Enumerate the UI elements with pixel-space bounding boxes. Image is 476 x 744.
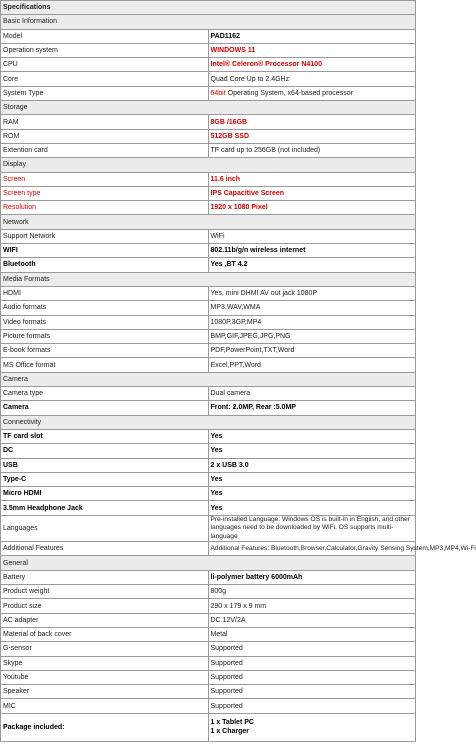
spec-value: DC 12V/2A xyxy=(208,613,416,627)
spec-label: Support Network xyxy=(1,229,209,243)
spec-value: Excel,PPT,Word xyxy=(208,358,416,372)
spec-label: Video formats xyxy=(1,315,209,329)
spec-label: ROM xyxy=(1,129,209,143)
spec-value: 800g xyxy=(208,585,416,599)
spec-value: 1920 x 1080 Pixel xyxy=(208,201,416,215)
spec-value: 2 x USB 3.0 xyxy=(208,458,416,472)
spec-value: Quad Core Up to 2.4GHz xyxy=(208,72,416,86)
spec-label: Audio formats xyxy=(1,301,209,315)
spec-label: G-sensor xyxy=(1,642,209,656)
table-header-row xyxy=(1,1,416,15)
table-row xyxy=(1,301,416,315)
table-row xyxy=(1,143,416,157)
spec-label: Picture formats xyxy=(1,329,209,343)
spec-value: IPS Capacitive Screen xyxy=(208,186,416,200)
table-row xyxy=(1,570,416,584)
spec-value: BMP,GIF,JPEG,JPG,PNG xyxy=(208,329,416,343)
spec-label: HDMI xyxy=(1,286,209,300)
spec-value: Yes xyxy=(208,472,416,486)
table-row xyxy=(1,129,416,143)
spec-label: Model xyxy=(1,29,209,43)
spec-label: Material of back cover xyxy=(1,627,209,641)
spec-value: Front: 2.0MP, Rear :5.0MP xyxy=(208,401,416,415)
table-row xyxy=(1,58,416,72)
spec-label: Micro HDMI xyxy=(1,487,209,501)
table-row xyxy=(1,487,416,501)
spec-label: Type-C xyxy=(1,472,209,486)
spec-label: TF card slot xyxy=(1,429,209,443)
table-row xyxy=(1,86,416,100)
spec-label: Camera type xyxy=(1,387,209,401)
section-network: Network xyxy=(1,215,416,229)
table-row xyxy=(1,642,416,656)
table-row xyxy=(1,515,416,542)
section-camera: Camera xyxy=(1,372,416,386)
section-media-formats: Media Formats xyxy=(1,272,416,286)
spec-label: E-book formats xyxy=(1,344,209,358)
table-row xyxy=(1,627,416,641)
spec-label: Resolution xyxy=(1,201,209,215)
table-row xyxy=(1,713,416,741)
table-row xyxy=(1,29,416,43)
spec-value: Intel® Celeron® Processor N4100 xyxy=(208,58,416,72)
spec-value: Additional Features: Bluetooth,Browser,Calculator,Gravity Sensing System,MP3,MP4,Wi-Fi xyxy=(208,542,416,556)
spec-label: Additional Features xyxy=(1,542,209,556)
spec-label: Speaker xyxy=(1,685,209,699)
spec-value: Dual camera xyxy=(208,387,416,401)
spec-value: Supported xyxy=(208,699,416,713)
spec-label: Bluetooth xyxy=(1,258,209,272)
spec-label: Product weight xyxy=(1,585,209,599)
section-connectivity: Connectivity xyxy=(1,415,416,429)
spec-value: TF card up to 256GB (not included) xyxy=(208,143,416,157)
spec-value: 11.6 inch xyxy=(208,172,416,186)
table-row xyxy=(1,43,416,57)
spec-value: 290 x 179 x 9 mm xyxy=(208,599,416,613)
table-row xyxy=(1,444,416,458)
table-row xyxy=(1,344,416,358)
table-row xyxy=(1,429,416,443)
spec-value: 512GB SSD xyxy=(208,129,416,143)
table-row xyxy=(1,172,416,186)
spec-value: 1080P,3GP,MP4 xyxy=(208,315,416,329)
section-basic-information: Basic Information xyxy=(1,15,416,29)
spec-value xyxy=(208,86,416,100)
table-row xyxy=(1,258,416,272)
spec-label: MS Office format xyxy=(1,358,209,372)
spec-label: Extention card xyxy=(1,143,209,157)
section-display: Display xyxy=(1,158,416,172)
table-row xyxy=(1,656,416,670)
section-row xyxy=(1,215,416,229)
spec-label: Youtube xyxy=(1,670,209,684)
spec-value: Supported xyxy=(208,685,416,699)
section-row xyxy=(1,101,416,115)
spec-label: DC xyxy=(1,444,209,458)
table-row xyxy=(1,72,416,86)
spec-label: CPU xyxy=(1,58,209,72)
spec-label: RAM xyxy=(1,115,209,129)
spec-value-rest: Operating System, x64-based processor xyxy=(225,89,353,97)
table-row xyxy=(1,244,416,258)
spec-value-accent: 64bit xyxy=(210,89,226,97)
spec-value: WINDOWS 11 xyxy=(208,43,416,57)
section-general: General xyxy=(1,556,416,570)
spec-label: Package included: xyxy=(1,713,209,741)
spec-value: li-polymer battery 6000mAh xyxy=(208,570,416,584)
spec-value: Metal xyxy=(208,627,416,641)
spec-value: MP3,WAV,WMA xyxy=(208,301,416,315)
table-row xyxy=(1,670,416,684)
section-row xyxy=(1,158,416,172)
table-row xyxy=(1,229,416,243)
table-row xyxy=(1,613,416,627)
spec-value: Supported xyxy=(208,670,416,684)
table-row xyxy=(1,585,416,599)
spec-label: USB xyxy=(1,458,209,472)
table-row xyxy=(1,201,416,215)
spec-value: Pre-installed Language: Windows OS is built-in in English, and other languages need to be downloaded by WiFi. OS supports multi-language xyxy=(208,515,416,542)
table-row xyxy=(1,358,416,372)
spec-value: PDF,PowerPoint,TXT,Word xyxy=(208,344,416,358)
spec-label: Product size xyxy=(1,599,209,613)
spec-label: AC adapter xyxy=(1,613,209,627)
table-row xyxy=(1,387,416,401)
spec-label: WIFI xyxy=(1,244,209,258)
table-row xyxy=(1,115,416,129)
spec-value: 802.11b/g/n wireless internet xyxy=(208,244,416,258)
spec-label: Languages xyxy=(1,515,209,542)
package-item: 1 x Charger xyxy=(210,728,250,736)
spec-label: Screen xyxy=(1,172,209,186)
spec-label: Screen type xyxy=(1,186,209,200)
spec-value: Yes xyxy=(208,501,416,515)
spec-label: Battery xyxy=(1,570,209,584)
table-title: Specifications xyxy=(1,1,416,15)
table-row xyxy=(1,458,416,472)
spec-label: Camera xyxy=(1,401,209,415)
table-row xyxy=(1,542,416,556)
table-row xyxy=(1,329,416,343)
section-row xyxy=(1,415,416,429)
table-row xyxy=(1,685,416,699)
table-row xyxy=(1,699,416,713)
section-row xyxy=(1,556,416,570)
table-row xyxy=(1,186,416,200)
spec-value: WiFi xyxy=(208,229,416,243)
package-item: 1 x Tablet PC xyxy=(210,719,254,727)
spec-label: Operation system xyxy=(1,43,209,57)
table-row xyxy=(1,401,416,415)
spec-value: Yes xyxy=(208,429,416,443)
section-row xyxy=(1,372,416,386)
spec-value: Supported xyxy=(208,656,416,670)
table-row xyxy=(1,501,416,515)
spec-label: 3.5mm Headphone Jack xyxy=(1,501,209,515)
section-storage: Storage xyxy=(1,101,416,115)
spec-value: Yes, mini DHMI AV out jack 1080P xyxy=(208,286,416,300)
spec-value: 8GB /16GB xyxy=(208,115,416,129)
spec-label: Core xyxy=(1,72,209,86)
spec-value xyxy=(208,713,416,741)
table-row xyxy=(1,472,416,486)
table-row xyxy=(1,599,416,613)
table-row xyxy=(1,315,416,329)
spec-value: Supported xyxy=(208,642,416,656)
spec-label: System Type xyxy=(1,86,209,100)
spec-value: Yes ,BT 4.2 xyxy=(208,258,416,272)
table-row xyxy=(1,286,416,300)
spec-label: MIC xyxy=(1,699,209,713)
spec-value: Yes xyxy=(208,444,416,458)
section-row xyxy=(1,272,416,286)
spec-label: Skype xyxy=(1,656,209,670)
spec-value: PAD1162 xyxy=(208,29,416,43)
section-row xyxy=(1,15,416,29)
spec-value: Yes xyxy=(208,487,416,501)
